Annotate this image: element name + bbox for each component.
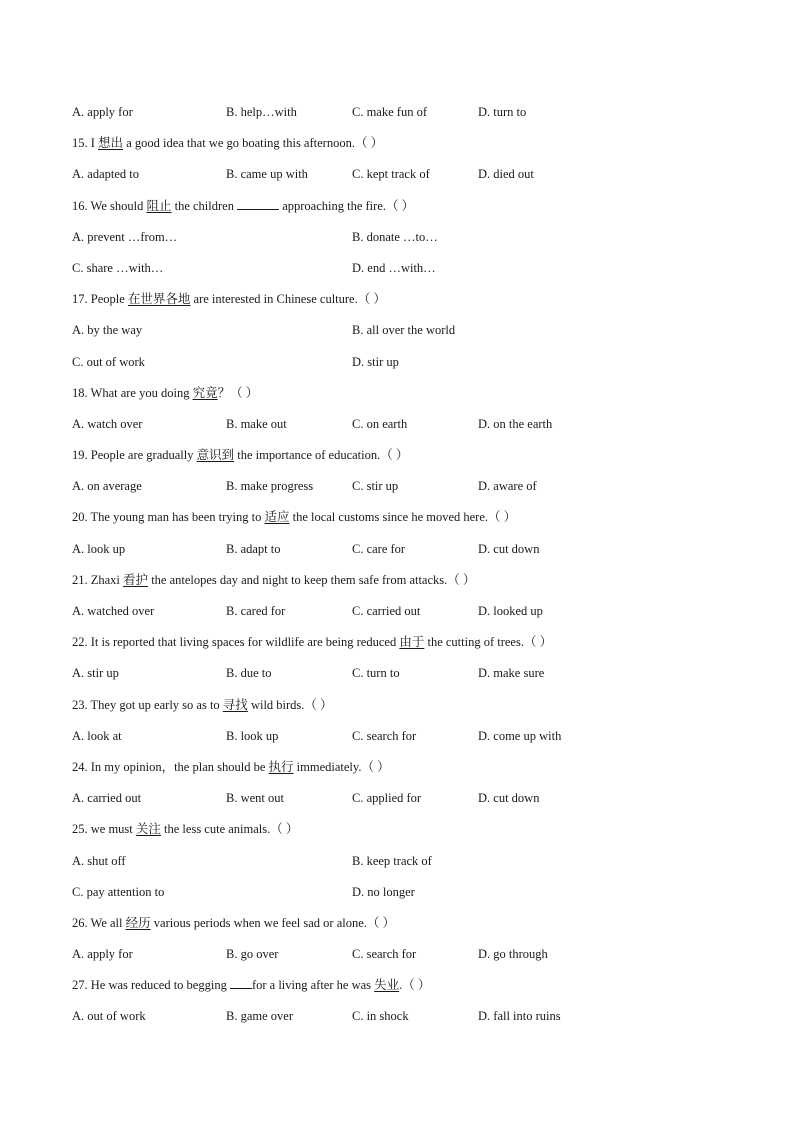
q16-options-row2 — [72, 259, 732, 290]
q24-text-post: immediately.（ ） — [293, 759, 390, 774]
q21-option-b: B. cared for — [226, 604, 286, 618]
q20-option-d: D. cut down — [478, 541, 540, 556]
q25-question — [72, 820, 732, 851]
q21-option-d: D. looked up — [478, 604, 543, 618]
q18-option-a: A. watch over — [72, 416, 143, 431]
q17-question — [72, 290, 732, 321]
q20-option-c: C. care for — [352, 541, 406, 556]
q22-option-d: D. make sure — [478, 666, 545, 681]
q27-text-post: .（ ） — [399, 978, 431, 993]
q15-key-phrase: 想出 — [98, 136, 124, 151]
q21-option-a: A. watched over — [72, 604, 155, 618]
q23-key-phrase: 寻找 — [222, 697, 248, 712]
q21-options — [72, 602, 732, 633]
q21-key-phrase: 看护 — [123, 572, 149, 587]
q25-text-post: the less cute animals.（ ） — [160, 822, 299, 837]
q24-key-phrase: 执行 — [268, 759, 294, 774]
q16-question — [72, 197, 732, 228]
q19-option-d: D. aware of — [478, 479, 537, 494]
q19-question — [72, 446, 732, 477]
q23-text-post: wild birds.（ ） — [247, 697, 333, 712]
q27-key-phrase: 失业 — [374, 978, 400, 993]
q15-text-pre: 15. I — [72, 136, 99, 151]
q25-text-pre: 25. we must — [72, 822, 136, 837]
q17-options-row2 — [72, 353, 732, 384]
q18-question — [72, 384, 732, 415]
q18-text-pre: 18. What are you doing — [72, 385, 193, 400]
q18-option-d: D. on the earth — [478, 416, 553, 431]
q17-option-b: B. all over the world — [352, 323, 456, 338]
q17-option-d: D. stir up — [352, 354, 399, 369]
q24-text-pre: 24. In my opinion，the plan should be — [72, 759, 269, 774]
q26-option-b: B. go over — [226, 947, 279, 962]
q20-options — [72, 540, 732, 571]
q25-option-a: A. shut off — [72, 853, 126, 868]
q17-option-c: C. out of work — [72, 354, 145, 369]
q25-options-row1 — [72, 852, 732, 883]
q16-answer-blank — [237, 197, 279, 210]
q14-options — [72, 103, 732, 134]
q25-key-phrase: 关注 — [135, 822, 161, 837]
q26-text-post: various periods when we feel sad or alone.（ ） — [150, 915, 396, 930]
q16-option-b: B. donate …to… — [352, 229, 438, 244]
q21-text-post: the antelopes day and night to keep them safe from attacks.（ ） — [148, 572, 476, 587]
q17-key-phrase: 在世界各地 — [127, 292, 191, 307]
q22-question — [72, 633, 732, 664]
q16-option-c: C. share …with… — [72, 260, 164, 275]
q14-option-d: D. turn to — [478, 105, 527, 119]
q23-option-c: C. search for — [352, 728, 417, 743]
q23-option-a: A. look at — [72, 728, 122, 743]
q26-option-a: A. apply for — [72, 947, 133, 962]
q15-option-b: B. came up with — [226, 167, 308, 182]
q17-options-row1 — [72, 321, 732, 352]
q24-option-a: A. carried out — [72, 791, 142, 806]
q15-options — [72, 165, 732, 196]
q16-text-pre: 16. We should — [72, 198, 147, 213]
q26-option-d: D. go through — [478, 947, 548, 962]
q19-key-phrase: 意识到 — [196, 448, 235, 463]
q20-text-post: the local customs since he moved here.（ ） — [289, 510, 517, 525]
q25-option-c: C. pay attention to — [72, 884, 165, 899]
q26-option-c: C. search for — [352, 947, 417, 962]
q16-text-post: approaching the fire.（ ） — [279, 198, 415, 213]
q23-option-b: B. look up — [226, 728, 279, 743]
q16-key-phrase: 阻止 — [146, 198, 172, 213]
q17-option-a: A. by the way — [72, 323, 143, 338]
q15-question — [72, 134, 732, 165]
q19-option-b: B. make progress — [226, 479, 314, 494]
q16-text-mid: the children — [171, 198, 238, 213]
q14-option-b: B. help…with — [226, 105, 297, 119]
q22-text-post: the cutting of trees.（ ） — [424, 635, 553, 650]
q18-options — [72, 415, 732, 446]
q17-text-post: are interested in Chinese culture.（ ） — [190, 292, 386, 307]
q24-option-d: D. cut down — [478, 791, 540, 806]
q22-option-c: C. turn to — [352, 666, 400, 681]
q24-option-b: B. went out — [226, 791, 284, 806]
q22-key-phrase: 由于 — [399, 635, 425, 650]
q22-options — [72, 664, 732, 695]
worksheet — [72, 103, 732, 1039]
q14-option-c: C. make fun of — [352, 105, 427, 119]
q14-option-a: A. apply for — [72, 105, 133, 119]
q24-option-c: C. applied for — [352, 791, 422, 806]
q25-option-b: B. keep track of — [352, 853, 432, 868]
q27-option-a: A. out of work — [72, 1009, 146, 1024]
q19-options — [72, 477, 732, 508]
q26-question — [72, 914, 732, 945]
q17-text-pre: 17. People — [72, 292, 128, 307]
q20-text-pre: 20. The young man has been trying to — [72, 510, 265, 525]
q24-question — [72, 758, 732, 789]
q25-options-row2 — [72, 883, 732, 914]
q18-option-c: C. on earth — [352, 416, 408, 431]
q20-question — [72, 508, 732, 539]
q22-option-b: B. due to — [226, 666, 272, 681]
q27-option-b: B. game over — [226, 1009, 293, 1024]
q25-option-d: D. no longer — [352, 884, 415, 899]
q21-text-pre: 21. Zhaxi — [72, 572, 124, 587]
q24-options — [72, 789, 732, 820]
q15-option-d: D. died out — [478, 167, 534, 182]
q15-option-a: A. adapted to — [72, 167, 139, 182]
q23-text-pre: 23. They got up early so as to — [72, 697, 223, 712]
q16-options-row1 — [72, 228, 732, 259]
q19-text-post: the importance of education.（ ） — [234, 448, 409, 463]
q18-text-post: ？（ ） — [217, 385, 259, 400]
q20-key-phrase: 适应 — [264, 510, 290, 525]
q22-text-pre: 22. It is reported that living spaces for wildlife are being reduced — [72, 635, 400, 650]
q16-option-d: D. end …with… — [352, 260, 436, 275]
q23-options — [72, 727, 732, 758]
q27-question — [72, 976, 732, 1007]
q26-key-phrase: 经历 — [125, 915, 151, 930]
q27-option-d: D. fall into ruins — [478, 1009, 561, 1024]
q27-text-pre: 27. He was reduced to begging — [72, 978, 230, 993]
q18-key-phrase: 究竟 — [192, 385, 218, 400]
q27-options — [72, 1007, 732, 1038]
q15-text-post: a good idea that we go boating this afternoon.（ ） — [123, 136, 384, 151]
q22-option-a: A. stir up — [72, 666, 119, 681]
q19-option-c: C. stir up — [352, 479, 399, 494]
q23-option-d: D. come up with — [478, 728, 562, 743]
q15-option-c: C. kept track of — [352, 167, 430, 182]
q20-option-b: B. adapt to — [226, 541, 281, 556]
q23-question — [72, 696, 732, 727]
q18-option-b: B. make out — [226, 416, 287, 431]
q27-answer-blank — [230, 976, 252, 989]
q27-text-mid: for a living after he was — [251, 978, 375, 993]
q21-question — [72, 571, 732, 602]
q19-option-a: A. on average — [72, 479, 142, 494]
q27-option-c: C. in shock — [352, 1009, 409, 1024]
q21-option-c: C. carried out — [352, 604, 421, 618]
q20-option-a: A. look up — [72, 541, 126, 556]
q16-option-a: A. prevent …from… — [72, 229, 178, 244]
q26-options — [72, 945, 732, 976]
q26-text-pre: 26. We all — [72, 915, 126, 930]
q19-text-pre: 19. People are gradually — [72, 448, 197, 463]
